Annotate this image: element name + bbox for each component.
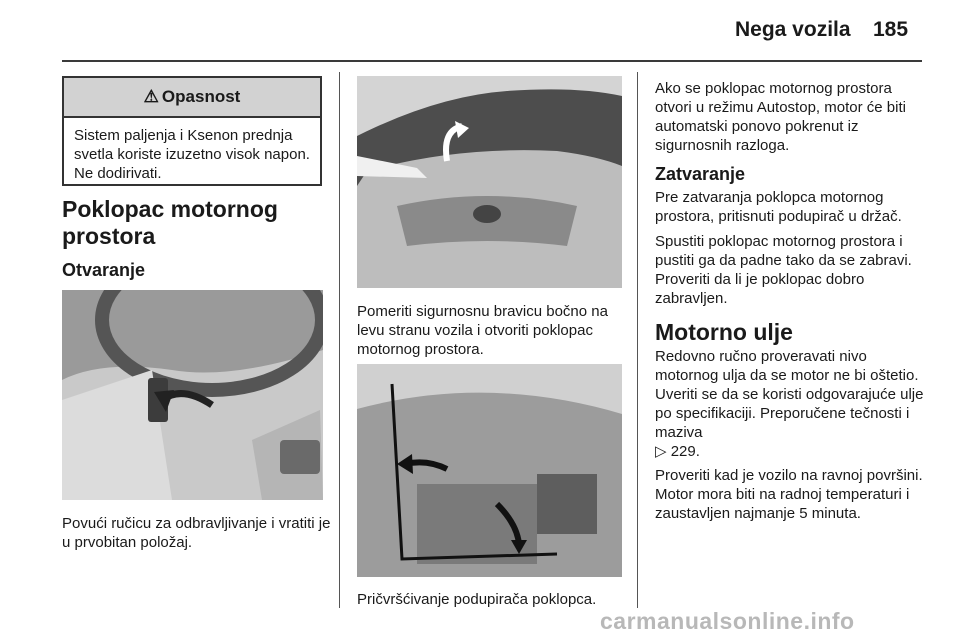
text-oil-ref: [655, 442, 700, 461]
warning-triangle-icon: ⚠: [143, 87, 159, 106]
text-closing-2: Spustiti poklopac motornog prostora i pustiti ga da padne tako da se zabravi. Proveriti da li je poklopac dobro zabravljen.: [655, 233, 912, 307]
oil-reference-page: 229.: [670, 443, 700, 460]
header-rule: [62, 60, 922, 62]
figure-caption-release: Povući ručicu za odbravljivanje i vratiti je u prvobitan položaj.: [62, 515, 331, 551]
text-oil-1: Redovno ručno proveravati nivo motornog ulja da se motor ne bi oštetio. Uveriti se da se koristi odgovarajuće ulje po specifikaciji. Preporučene tečnosti i maziva: [655, 348, 924, 441]
warning-box: [62, 76, 322, 186]
figure-hood-safety-catch: [357, 76, 622, 288]
text-oil-2: Proveriti kad je vozilo na ravnoj površini. Motor mora biti na radnoj temperaturi i zaustavljen najmanje 5 minuta.: [655, 467, 923, 522]
subsection-title-closing: Zatvaranje: [655, 164, 746, 184]
text-autostop: Ako se poklopac motornog prostora otvori u režimu Autostop, motor će biti automatski ponovo pokrenut iz sigurnosnih razloga.: [655, 80, 906, 154]
column-separator-1: [339, 72, 340, 608]
subsection-title-opening: Otvaranje: [62, 260, 146, 280]
section-title-hood: Poklopac motornog prostora: [62, 196, 278, 249]
column-separator-2: [637, 72, 638, 608]
figure-hood-release-lever: [62, 290, 323, 500]
warning-header: [64, 78, 320, 118]
figure-hood-prop-rod: [357, 364, 622, 577]
section-title-oil: Motorno ulje: [655, 319, 793, 345]
text-open-hood: Pomeriti sigurnosnu bravicu bočno na levu stranu vozila i otvoriti poklopac motornog prostora.: [357, 303, 608, 358]
page-number: 185: [873, 18, 909, 41]
warning-text: Sistem paljenja i Ksenon prednja svetla koriste izuzetno visok napon. Ne dodirivati.: [74, 127, 310, 182]
page-reference-icon: ▷: [655, 443, 667, 460]
figure-caption-prop-rod: Pričvršćivanje podupirača poklopca.: [357, 591, 597, 608]
text-closing-1: Pre zatvaranja poklopca motornog prostora, pritisnuti podupirač u držač.: [655, 189, 902, 225]
page-header-title: Nega vozila: [735, 18, 851, 41]
watermark: carmanualsonline.info: [600, 608, 855, 634]
warning-title: Opasnost: [161, 87, 241, 106]
